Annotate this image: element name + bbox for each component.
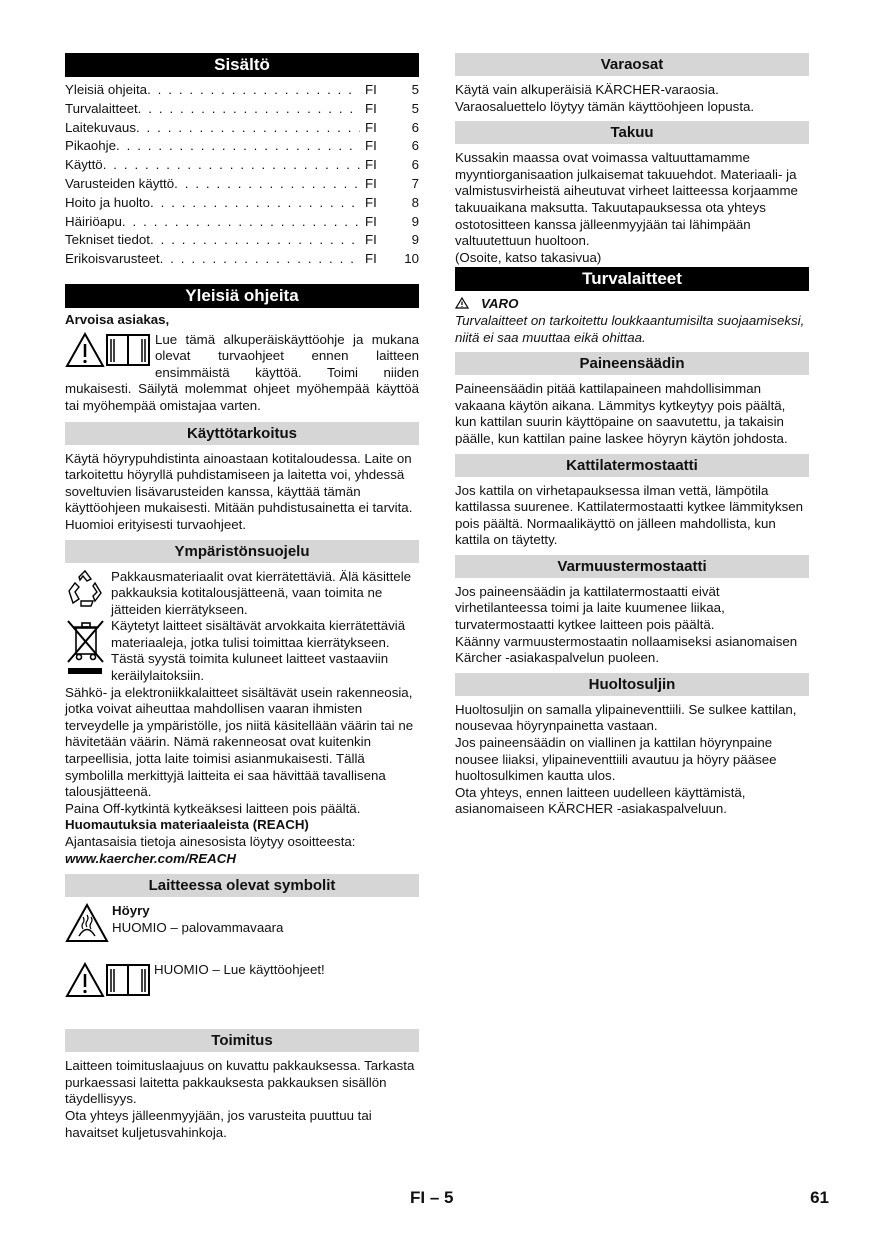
toc-entry[interactable] [65,82,419,101]
manual-symbol-row [65,962,419,1003]
toc-entry-page: 9 [411,213,419,229]
toc-entry-page: 6 [411,157,419,173]
toc-entry-lang: FI [365,138,377,154]
caution-line [455,296,809,313]
toc-entry-page: 7 [411,175,419,191]
table-of-contents [65,82,419,270]
intro-block [65,332,419,415]
toc-dot-leader [174,176,360,191]
toc-entry-page: 6 [411,119,419,135]
toc-entry-label: Yleisiä ohjeita [65,82,148,97]
toc-entry-page: 6 [411,138,419,154]
toc-dot-leader [160,251,360,266]
electronics-text: Sähkö- ja elektroniikkalaitteet sisältävät usein rakenneosia, jotka voivat aiheuttaa mahdollisen vaaran ihmisten terveydelle ja ympäristölle, jos niitä käsitellään väärin tai ne hävitetään väärin. Nämä rakenneosat ovat kuitenkin tarpeellisia, jotta laite toimisi asianmukaisesti. Tällä symbolilla merkittyjä laitteita ei saa hävittää tavallisena talousjätteenä. [65,684,414,800]
right-column [455,53,809,818]
toc-dot-leader [116,138,360,153]
caution-text: Turvalaitteet on tarkoitettu loukkaantumisilta suojaamiseksi, niitä ei saa muuttaa eikä ohittaa. [455,312,805,345]
recycle-icon [65,569,111,614]
general-heading: Yleisiä ohjeita [65,284,419,308]
toc-dot-leader [136,120,360,135]
warning-manual-icons [65,332,153,368]
toc-heading: Sisältö [65,53,419,77]
toc-entry-lang: FI [365,119,377,135]
manual-book-icon [107,335,149,365]
toc-entry-label: Turvalaitteet [65,100,138,116]
pressure-regulator-heading: Paineensäädin [455,352,809,375]
symbols-heading: Laitteessa olevat symbolit [65,874,419,897]
toc-dot-leader [138,101,360,116]
toc-dot-leader [103,157,360,172]
toc-entry-label: Tekniset tiedot [65,232,151,248]
toc-entry-label: Häiriöapu [65,213,122,229]
intended-use-text: Käytä höyrypuhdistinta ainoastaan kotitaloudessa. Laite on tarkoitettu höyryllä puhdistamiseen ja laitetta voi, yhdessä soveltuvien lisävarusteiden kanssa, käyttää tämän käyttöohjeen mukaisesti. Mitään puhdistusainetta ei tarvita. Huomioi erityisesti turvaohjeet. [65,450,413,532]
toc-entry-page: 5 [411,100,419,116]
toc-entry-page: 10 [404,251,419,267]
toc-entry[interactable] [65,176,419,195]
reach-link[interactable]: www.kaercher.com/REACH [65,850,236,866]
footer-section-label: FI – 5 [410,1188,454,1207]
toc-entry-lang: FI [365,175,377,191]
intro-text: Lue tämä alkuperäiskäyttöohje ja mukana olevat turvaohjeet ennen laitteen ensimmäistä käyttöä. Toimi niiden mukaisesti. Säilytä molemmat ohjeet myöhempää käyttöä tai myöhempää omistajaa varten. [65,331,419,413]
toc-entry[interactable] [65,195,419,214]
read-manual-icons [65,962,154,1003]
safety-thermostat-text-2: Käänny varmuustermostaatin nollaamiseksi asianomaisen Kärcher -asiakaspalvelun puoleen. [455,633,798,666]
warranty-heading: Takuu [455,121,809,144]
safety-plug-text-1: Huoltosuljin on samalla ylipaineventtiili. Se sulkee kattilan, nousevaa höyrynpainetta vastaan. [455,701,797,734]
crossed-bin-icon [65,618,111,683]
weee-text: Käytetyt laitteet sisältävät arvokkaita kierrätettäviä materiaaleja, jotka tulisi toimittaa kierrätykseen. Tästä syystä toimita kuluneet laitteet vastaaviin keräilylaitoksiin. [111,618,406,684]
safety-thermostat-text-1: Jos paineensäädin ja kattilatermostaatti eivät virhetilanteessa toimi ja laite kuumenee liikaa, turvatermostaatti kytkee laitteen pois päältä. [455,583,725,633]
greeting: Arvoisa asiakas, [65,311,170,327]
safety-heading: Turvalaitteet [455,267,809,291]
hot-steam-warning-icon [65,903,112,948]
delivery-heading: Toimitus [65,1029,419,1052]
weee-row [65,618,419,684]
warranty-address-note: (Osoite, katso takasivua) [455,249,602,265]
toc-entry-lang: FI [365,82,377,97]
warranty-text: Kussakin maassa ovat voimassa valtuuttamamme myyntiorganisaation julkaisemat takuuehdot. Materiaali- ja valmistusvirheistä aiheutuvat virheet laitteessa korjaamme takuuaikana maksutta. Takuutapauksessa ota yhteys ostotositteen kanssa jälleenmyyjään tai lähimpään valtuutettuun huoltoon. [455,150,798,249]
toc-entry[interactable] [65,157,419,176]
toc-entry-label: Pikaohje [65,138,117,154]
reach-text: Ajantasaisia tietoja ainesosista löytyy osoitteesta: [65,834,356,849]
toc-entry-lang: FI [365,232,377,248]
toc-entry-page: 5 [411,82,419,97]
delivery-text-1: Laitteen toimituslaajuus on kuvattu pakkauksessa. Tarkasta purkaessasi laitetta pakkauksesta pakkauksen sisällön täydellisyys. [65,1058,415,1107]
toc-entry-lang: FI [365,251,377,267]
toc-entry[interactable] [65,138,419,157]
manual-warning-text: HUOMIO – Lue käyttöohjeet! [154,962,325,978]
recycle-text: Pakkausmateriaalit ovat kierrätettäviä. Älä käsittele pakkauksia kotitalousjätteenä, vaan toimita ne jätteiden kierrätykseen. [111,568,412,617]
toc-entry-lang: FI [365,213,377,229]
steam-warning-text: HUOMIO – palovammavaara [112,919,284,935]
spare-parts-text: Käytä vain alkuperäisiä KÄRCHER-varaosia. Varaosaluettelo löytyy tämän käyttöohjeen lopusta. [455,82,755,114]
boiler-thermostat-heading: Kattilatermostaatti [455,454,809,477]
toc-entry-page: 8 [411,194,419,210]
intended-use-heading: Käyttötarkoitus [65,422,419,445]
steam-label: Höyry [112,903,150,919]
off-switch-text: Paina Off-kytkintä kytkeäksesi laitteen pois päältä. [65,800,361,816]
toc-entry-page: 9 [411,232,419,248]
toc-entry[interactable] [65,101,419,120]
toc-entry[interactable] [65,214,419,233]
toc-entry[interactable] [65,251,419,270]
warning-icon [65,332,153,368]
environment-heading: Ympäristönsuojelu [65,540,419,563]
toc-entry-label: Erikoisvarusteet [65,251,160,267]
safety-plug-text-3: Ota yhteys, ennen laitteen uudelleen käyttämistä, asianomaiseen KÄRCHER -asiakaspalveluun. [455,784,746,817]
caution-icon [455,297,469,309]
safety-plug-heading: Huoltosuljin [455,673,809,696]
recycle-row [65,569,419,619]
boiler-thermostat-text: Jos kattila on virhetapauksessa ilman vettä, lämpötila kattilassa suurenee. Kattilatermostaatti kytkee lämmityksen pois päältä. Normaalikäyttö on jälleen mahdollista, kun kattila on täytetty. [455,482,804,548]
toc-entry-label: Käyttö [65,157,103,173]
left-column [65,53,419,1141]
toc-entry-label: Laitekuvaus [65,119,136,135]
toc-entry-lang: FI [365,194,377,210]
toc-entry-lang: FI [365,157,377,173]
spare-parts-heading: Varaosat [455,53,809,76]
pressure-regulator-text: Paineensäädin pitää kattilapaineen mahdollisimman vakaana käytön aikana. Lämmitys kytkeytyy pois päältä, kun kattilan suurin käyttöpaine on saavutettu, ja takaisin päälle, kun kattilan paine laskee höyryn käytön johdosta. [455,381,788,446]
reach-heading: Huomautuksia materiaaleista (REACH) [65,817,309,833]
toc-entry-label: Varusteiden käyttö [65,175,175,191]
toc-entry[interactable] [65,232,419,251]
safety-thermostat-heading: Varmuustermostaatti [455,555,809,578]
toc-dot-leader [150,232,360,247]
steam-symbol-row [65,903,419,948]
footer-page-number: 61 [810,1188,829,1207]
toc-entry-label: Hoito ja huolto [65,194,151,210]
toc-entry[interactable] [65,120,419,139]
delivery-text-2: Ota yhteys jälleenmyyjään, jos varusteita puuttuu tai havaitset kuljetusvahinkoja. [65,1107,372,1140]
toc-dot-leader [122,214,360,229]
caution-label: VARO [481,296,519,312]
safety-plug-text-2: Jos paineensäädin on viallinen ja kattilan höyrynpaine nousee liiaksi, ylipaineventtiili avautuu ja höyry pääsee huoltosulkimen kautta ulos. [455,735,777,784]
toc-entry-lang: FI [365,100,377,116]
toc-dot-leader [147,82,360,97]
toc-dot-leader [150,195,360,210]
